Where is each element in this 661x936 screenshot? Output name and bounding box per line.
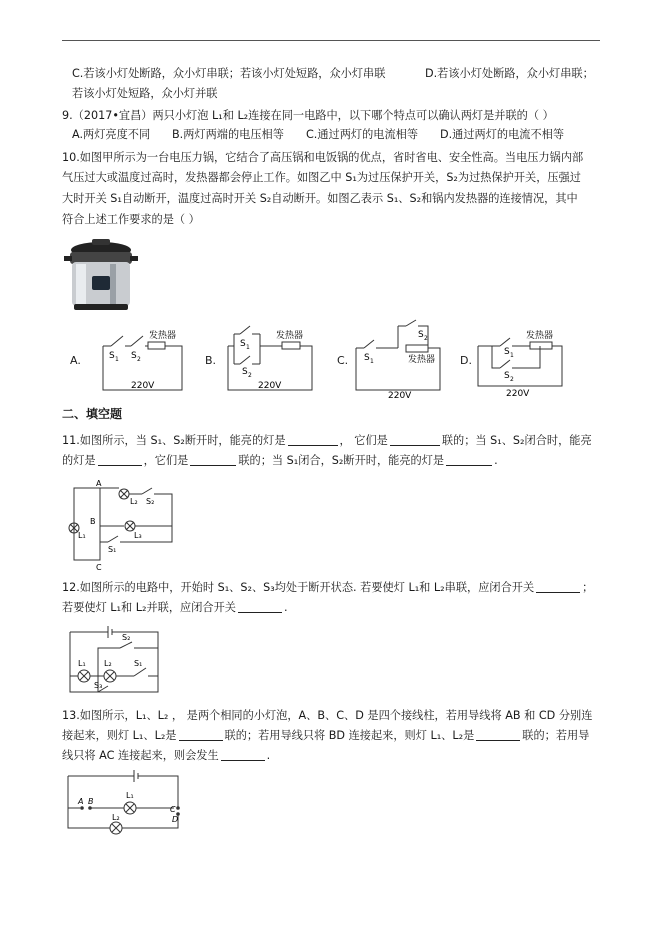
- q13-label-b: B: [88, 797, 94, 806]
- q11-circuit-diagram: [64, 480, 184, 570]
- q13-label-l1: L₁: [126, 791, 134, 800]
- q12-blank-1[interactable]: [536, 580, 580, 593]
- q12-label-s3: S₃: [94, 681, 103, 690]
- q13-blank-1[interactable]: [179, 728, 223, 741]
- circuit-a-heater-label: 发热器: [149, 331, 177, 341]
- circuit-b-diagram: [220, 322, 320, 402]
- circuit-b-heater-label: 发热器: [276, 331, 304, 341]
- q8-option-d-line1: D.若该小灯处断路，众小灯串联；: [425, 67, 594, 80]
- q10-line4: 符合上述工作要求的是（ ）: [62, 213, 200, 226]
- q10-option-b-label: B.: [205, 354, 217, 367]
- q11-label-b: B: [90, 517, 96, 526]
- q10-option-c-label: C.: [337, 354, 349, 367]
- pressure-cooker-image: [62, 236, 140, 314]
- q13-label-c: C: [170, 805, 176, 814]
- q11-label-c: C: [96, 563, 102, 570]
- q8-option-c: C.若该小灯处断路，众小灯串联；若该小灯处短路，众小灯串联: [72, 67, 386, 80]
- q11-label-l2: L₂: [130, 497, 138, 506]
- q11-label-s1: S₁: [108, 545, 117, 554]
- q12-line1: 12.如图所示的电路中，开始时 S₁、S₂、S₃均处于断开状态. 若要使灯 L₁和 L₂串联，应闭合开关 ；: [62, 581, 594, 594]
- circuit-c-heater-label: 发热器: [408, 355, 436, 365]
- q11-label-s2: S₂: [146, 497, 155, 506]
- circuit-c-diagram: [350, 318, 450, 402]
- circuit-b-s1-label: S: [240, 339, 246, 349]
- q10-line1: 10.如图甲所示为一台电压力锅，它结合了高压锅和电饭锅的优点，省时省电、安全性高。当电压力锅内部: [62, 151, 584, 164]
- q11-blank-4[interactable]: [190, 453, 236, 466]
- svg-text:2: 2: [248, 372, 252, 379]
- circuit-a-s2-label: S: [131, 351, 137, 361]
- q11-label-l3: L₃: [134, 531, 142, 540]
- q10-option-d-label: D.: [460, 354, 472, 367]
- circuit-c-s1-label: S: [364, 353, 370, 363]
- q13-blank-2[interactable]: [476, 728, 520, 741]
- q13-circuit-diagram: [64, 768, 188, 838]
- circuit-b-voltage-label: 220V: [258, 381, 282, 391]
- q11-blank-1[interactable]: [288, 433, 338, 446]
- q9-stem: 9.（2017•宜昌）两只小灯泡 L₁和 L₂连接在同一电路中，以下哪个特点可以确认两灯是并联的（ ）: [62, 109, 554, 122]
- q9-option-d: D.通过两灯的电流不相等: [440, 128, 565, 141]
- q11-label-a: A: [96, 480, 102, 488]
- q9-option-a: A.两灯亮度不同: [72, 128, 151, 141]
- svg-text:2: 2: [424, 335, 428, 342]
- circuit-d-diagram: [470, 322, 570, 402]
- q12-circuit-diagram: [64, 622, 164, 700]
- circuit-c-s2-label: S: [418, 330, 424, 340]
- q12-label-s2: S₂: [122, 633, 131, 642]
- q13-label-a: A: [78, 797, 84, 806]
- q10-line2: 气压过大或温度过高时，发热器都会停止工作。如图乙中 S₁为过压保护开关，S₂为过热保护开关，压强过: [62, 171, 581, 184]
- q12-label-s1: S₁: [134, 659, 143, 668]
- q12-label-l2: L₂: [104, 659, 112, 668]
- circuit-a-s1-label: S: [109, 351, 115, 361]
- circuit-d-s1-label: S: [504, 347, 510, 357]
- q9-option-c: C.通过两灯的电流相等: [306, 128, 419, 141]
- q13-line3: 线只将 AC 连接起来，则会发生 .: [62, 749, 271, 762]
- svg-text:1: 1: [246, 344, 250, 351]
- q9-option-b: B.两灯两端的电压相等: [172, 128, 284, 141]
- q11-line1: 11.如图所示，当 S₁、S₂断开时，能亮的灯是 ， 它们是 联的；当 S₁、S₂闭合时，能亮: [62, 434, 592, 447]
- svg-text:1: 1: [510, 352, 514, 359]
- svg-text:2: 2: [510, 376, 514, 383]
- circuit-d-voltage-label: 220V: [506, 389, 530, 399]
- q10-line3: 大时开关 S₁自动断开，温度过高时开关 S₂自动断开。如图乙表示 S₁、S₂和锅内发热器的连接情况，其中: [62, 192, 578, 205]
- q12-blank-2[interactable]: [238, 600, 282, 613]
- q13-line2: 接起来，则灯 L₁、L₂是 联的；若用导线只将 BD 连接起来，则灯 L₁、L₂是 联的；若用导: [62, 729, 590, 742]
- q12-line2: 若要使灯 L₁和 L₂并联，应闭合开关 .: [62, 601, 288, 614]
- q13-blank-3[interactable]: [221, 748, 265, 761]
- circuit-d-heater-label: 发热器: [526, 331, 554, 341]
- q11-blank-5[interactable]: [446, 453, 492, 466]
- q11-blank-3[interactable]: [98, 453, 142, 466]
- q13-line1: 13.如图所示，L₁、L₂ ， 是两个相同的小灯泡，A、B、C、D 是四个接线柱，若用导线将 AB 和 CD 分别连: [62, 709, 593, 722]
- section-heading-fill-blank: 二、填空题: [62, 407, 123, 421]
- q11-line2: 的灯是 ，它们是 联的；当 S₁闭合，S₂断开时，能亮的灯是 .: [62, 454, 498, 467]
- q8-option-d-line2: 若该小灯处短路，众小灯并联: [72, 87, 218, 100]
- circuit-d-s2-label: S: [504, 371, 510, 381]
- q11-label-l1: L₁: [78, 531, 86, 540]
- q13-label-l2: L₂: [112, 813, 120, 822]
- svg-text:1: 1: [115, 356, 119, 363]
- q13-label-d: D: [172, 815, 179, 824]
- header-rule: [62, 40, 600, 41]
- svg-text:1: 1: [370, 358, 374, 365]
- circuit-a-voltage-label: 220V: [131, 381, 155, 391]
- circuit-a-diagram: [95, 322, 190, 402]
- svg-text:2: 2: [137, 356, 141, 363]
- circuit-b-s2-label: S: [242, 367, 248, 377]
- q11-blank-2[interactable]: [390, 433, 440, 446]
- q10-option-a-label: A.: [70, 354, 81, 367]
- q12-label-l1: L₁: [78, 659, 86, 668]
- circuit-c-voltage-label: 220V: [388, 391, 412, 401]
